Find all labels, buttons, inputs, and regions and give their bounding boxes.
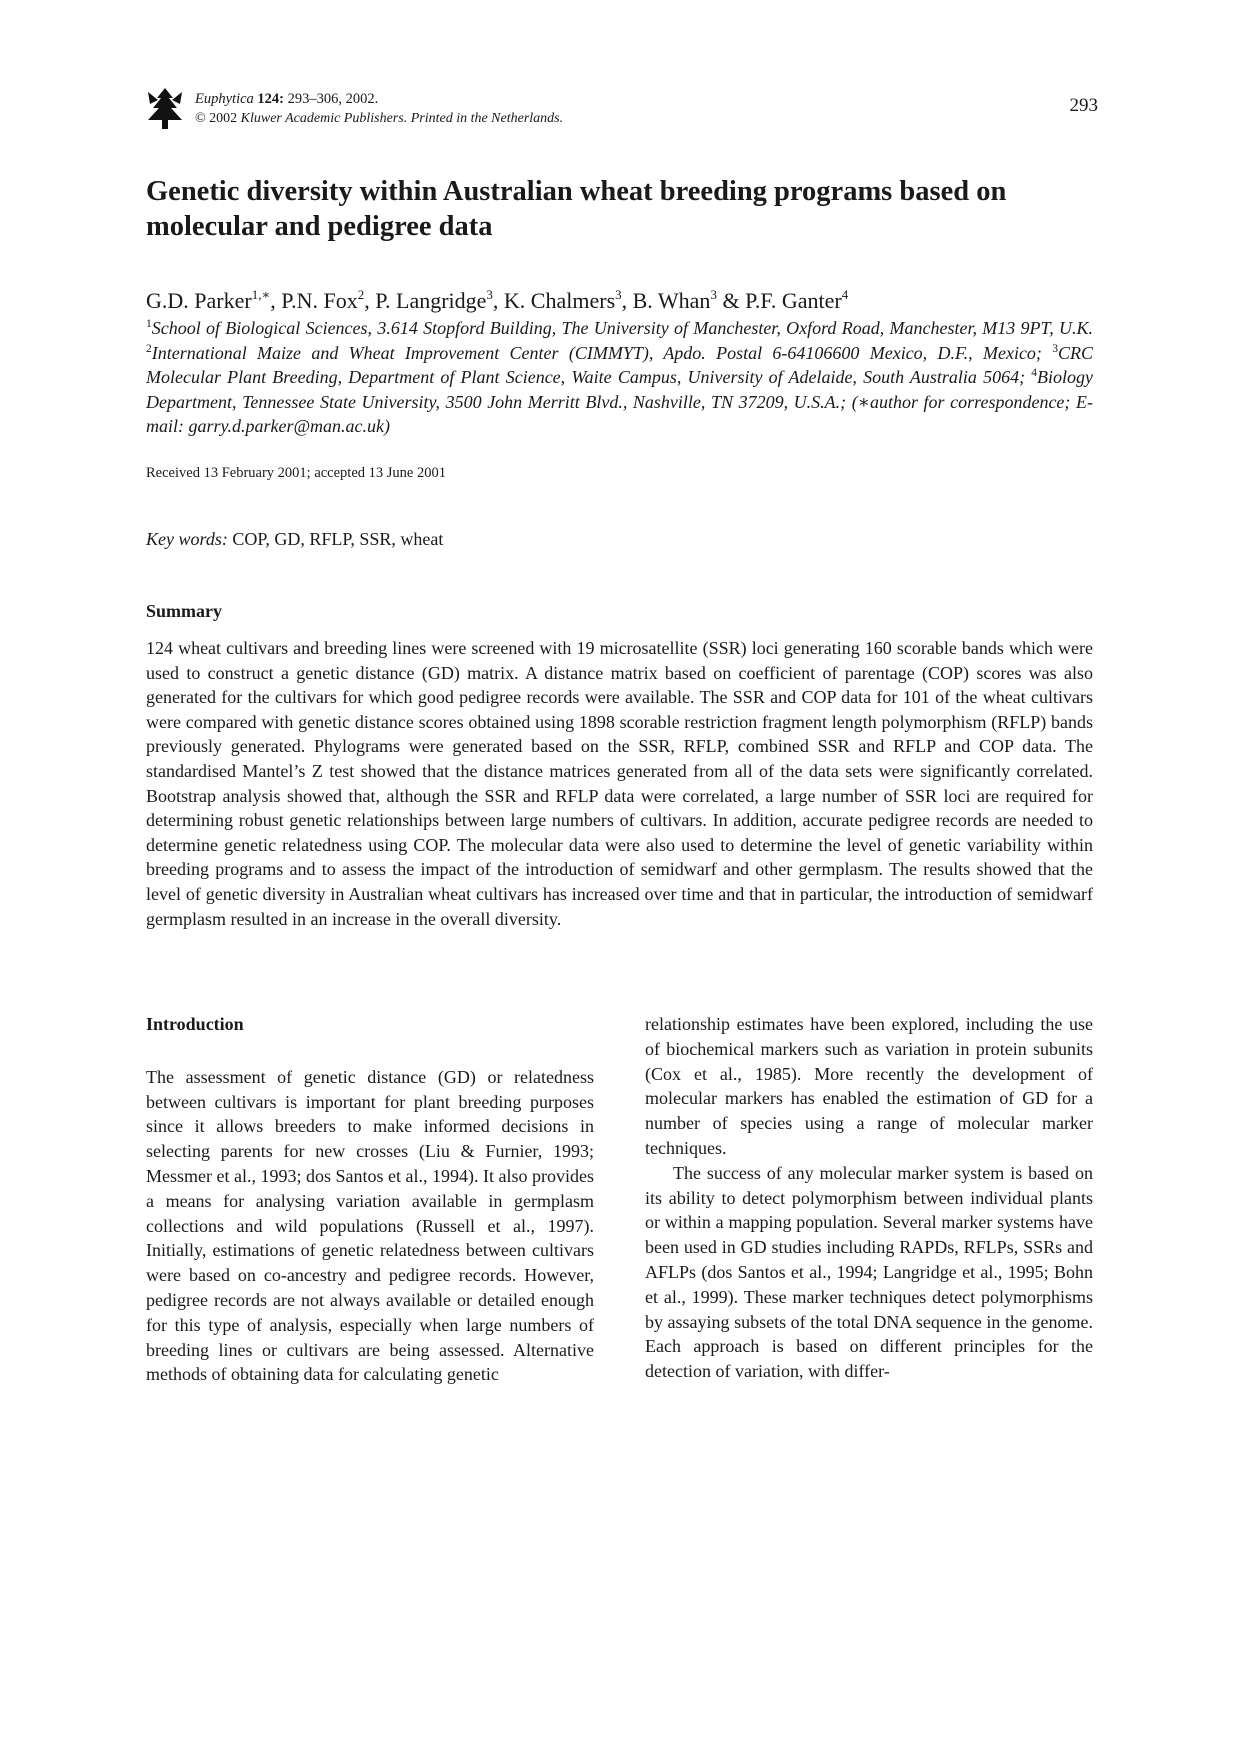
journal-citation bbox=[195, 89, 563, 129]
affiliation-mark: 3 bbox=[1052, 342, 1058, 355]
affiliations bbox=[146, 316, 1093, 439]
author-separator: , bbox=[364, 288, 376, 313]
journal-volume-line bbox=[195, 89, 563, 109]
left-column bbox=[146, 1012, 594, 1387]
keywords-list: COP, GD, RFLP, SSR, wheat bbox=[227, 529, 444, 549]
author-affiliation-mark: 2 bbox=[357, 287, 365, 302]
summary-heading: Summary bbox=[146, 601, 222, 621]
journal-pages: 293–306, 2002. bbox=[284, 91, 379, 107]
journal-name: Euphytica bbox=[195, 91, 254, 107]
affiliation-mark: 2 bbox=[146, 342, 152, 355]
author-separator: , bbox=[492, 288, 504, 313]
author-affiliation-mark: 1,∗ bbox=[251, 287, 271, 302]
introduction-heading: Introduction bbox=[146, 1014, 244, 1034]
introduction-paragraph: The success of any molecular marker system is based on its ability to detect polymorphism between individual plants or within a mapping population. Several marker systems have been used in GD studies including RAPDs, RFLPs, SSRs and AFLPs (dos Santos et al., 1994; Langridge et al., 1995; Bohn et al., 1999). These marker techniques detect polymorphisms by assaying subsets of the total DNA sequence in the genome. Each approach is based on different principles for the detection of variation, with differ- bbox=[645, 1162, 1093, 1382]
keywords-label: Key words: bbox=[146, 529, 228, 549]
affiliation-mark: 4 bbox=[1031, 367, 1037, 380]
author-separator: & bbox=[716, 288, 746, 313]
author-affiliation-mark: 3 bbox=[615, 287, 622, 302]
introduction-paragraph: The assessment of genetic distance (GD) or relatedness between cultivars is important for plant breeding purposes since it allows breeders to make informed decisions in selecting parents for new crosses (Liu & Furnier, 1993; Messmer et al., 1993; dos Santos et al., 1994). It also provides a means for analysing variation available in germplasm collections and wild populations (Russell et al., 1997). Initially, estimations of genetic relatedness between cultivars were based on co-ancestry and pedigree records. However, pedigree records are not always available or detailed enough for this type of analysis, especially when large numbers of breeding lines or cultivars are being assessed. Alternative methods of obtaining data for calculating genetic bbox=[146, 1066, 594, 1385]
author-name: K. Chalmers bbox=[503, 288, 616, 313]
copyright-line bbox=[195, 109, 563, 129]
affiliation-mark: 1 bbox=[146, 318, 152, 330]
summary-text: 124 wheat cultivars and breeding lines were screened with 19 microsatellite (SSR) loci generating 160 scorable bands which were used to construct a genetic distance (GD) matrix. A distance matrix based on coefficient of parentage (COP) scores was also generated for the cultivars for which good pedigree records were available. The SSR and COP data for 101 of the wheat cultivars were compared with genetic distance scores obtained using 1898 scorable restriction fragment length polymorphism (RFLP) bands previously generated. Phylograms were generated based on the SSR, RFLP, combined SSR and RFLP and COP data. The standardised Mantel’s Z test showed that the distance matrices generated from all of the data sets were significantly correlated. Bootstrap analysis showed that, although the SSR and RFLP data were correlated, a large number of SSR loci are required for determining robust genetic relationships between large numbers of cultivars. In addition, accurate pedigree records are needed to determine genetic relatedness using COP. The molecular data were also used to determine the level of genetic variability within breeding programs and to assess the impact of the introduction of semidwarf and other germplasm. The results showed that the level of genetic diversity in Australian wheat cultivars has increased over time and that in particular, the introduction of semidwarf germplasm resulted in an increase in the overall diversity. bbox=[146, 638, 1093, 929]
publisher: Kluwer Academic Publishers. Printed in the Netherlands. bbox=[240, 111, 564, 126]
affiliation-text: International Maize and Wheat Improvement Center (CIMMYT), Apdo. Postal 6-64106600 Mexico, D.F., Mexico; bbox=[151, 342, 1053, 363]
author-name: G.D. Parker bbox=[146, 288, 252, 313]
affiliation-text: CRC Molecular Plant Breeding, Department of Plant Science, Waite Campus, University of Adelaide, South Australia 5064; bbox=[146, 342, 1093, 388]
right-column bbox=[645, 1012, 1093, 1384]
author-affiliation-mark: 3 bbox=[710, 287, 717, 302]
affiliation-text: School of Biological Sciences, 3.614 Stopford Building, The University of Manchester, Oxford Road, Manchester, M13 9PT, U.K. bbox=[151, 318, 1093, 338]
introduction-paragraph: relationship estimates have been explored, including the use of biochemical markers such as variation in protein subunits (Cox et al., 1985). More recently the development of molecular markers has enabled the estimation of GD for a number of species using a range of molecular marker techniques. bbox=[645, 1014, 1093, 1158]
affiliation-text: Biology Department, Tennessee State University, 3500 John Merritt Blvd., Nashville, TN 37209, U.S.A.; (∗author for correspondence; E-mail: garry.d.parker@man.ac.uk) bbox=[146, 367, 1093, 437]
kluwer-tree-logo-icon bbox=[146, 86, 184, 130]
author-name: P.F. Ganter bbox=[745, 288, 842, 313]
author-name: P.N. Fox bbox=[281, 288, 358, 313]
page-number: 293 bbox=[1069, 95, 1098, 116]
copyright-prefix: © 2002 bbox=[195, 111, 241, 126]
author-list bbox=[146, 288, 848, 314]
author-name: B. Whan bbox=[632, 288, 711, 313]
keywords bbox=[146, 529, 443, 550]
journal-volume: 124: bbox=[257, 91, 285, 107]
author-affiliation-mark: 4 bbox=[841, 287, 849, 302]
author-name: P. Langridge bbox=[375, 288, 487, 313]
received-dates: Received 13 February 2001; accepted 13 June 2001 bbox=[146, 465, 446, 481]
author-separator: , bbox=[621, 288, 633, 313]
author-separator: , bbox=[270, 288, 282, 313]
article-title: Genetic diversity within Australian wheat breeding programs based on molecular and pedigree data bbox=[146, 176, 1007, 242]
author-affiliation-mark: 3 bbox=[486, 287, 493, 302]
